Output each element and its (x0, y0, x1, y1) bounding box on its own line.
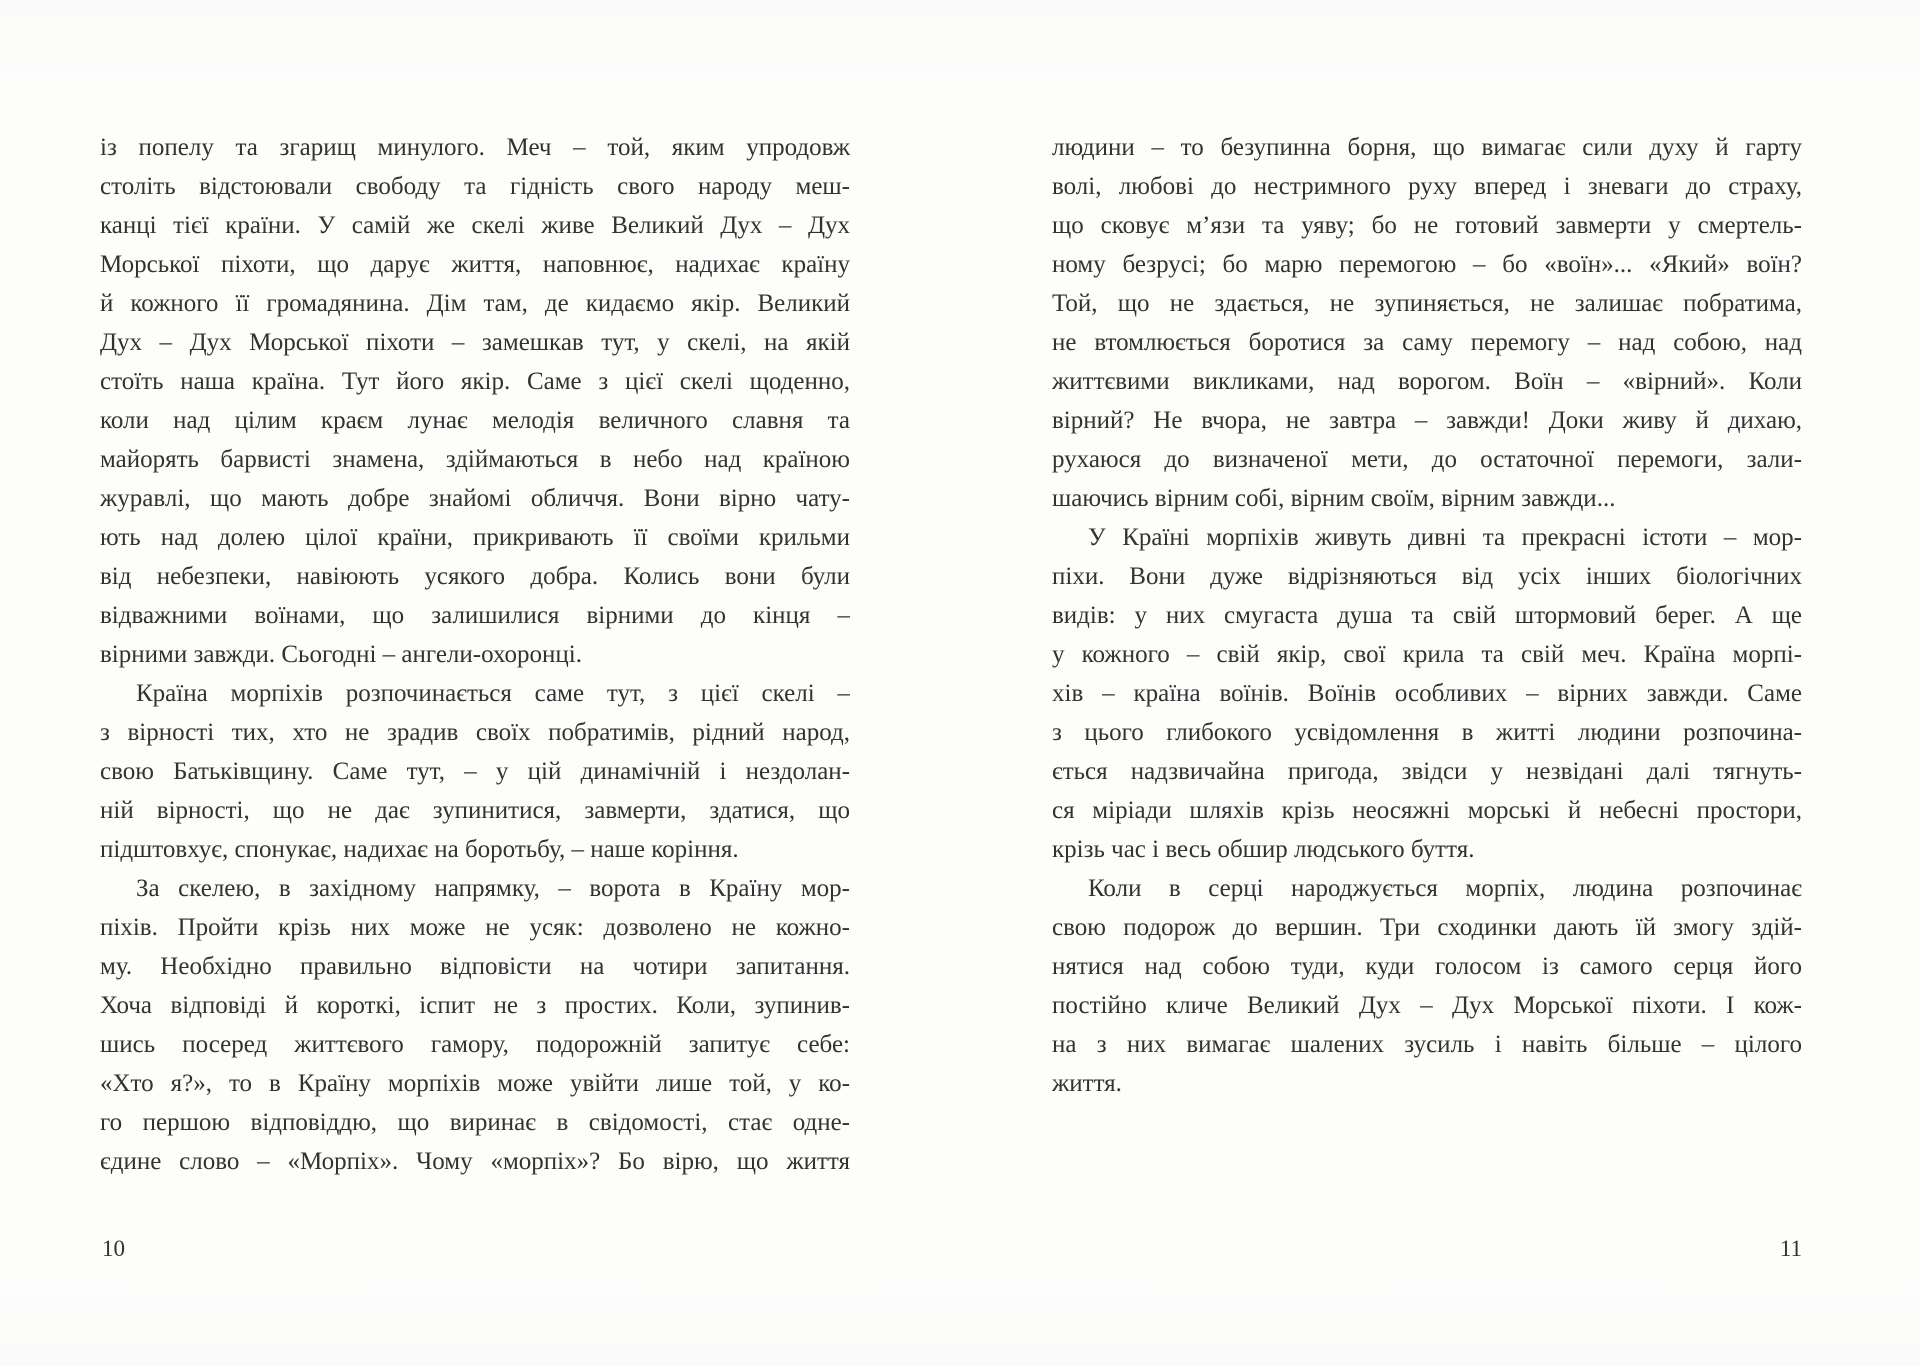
text-line: Хоча відповіді й короткі, іспит не з простих. Коли, зупинив- (100, 992, 850, 1019)
text-line: підштовхує, спонукає, надихає на боротьбу, – наше коріння. (100, 836, 739, 863)
text-line: свою подорож до вершин. Три сходинки дають їй змогу здій- (1052, 914, 1802, 941)
text-line: За скелею, в західному напрямку, – ворота в Країну мор- (136, 875, 850, 902)
text-line: не втомлюється боротися за саму перемогу – над собою, над (1052, 329, 1802, 356)
right-page-text-column (1052, 128, 1802, 1103)
text-line: вірними завжди. Сьогодні – ангели-охоронці. (100, 641, 582, 668)
text-line: від небезпеки, навіюють усякого добра. Колись вони були (100, 563, 850, 590)
text-line: що сковує м’язи та уяву; бо не готовий завмерти у смертель- (1052, 212, 1802, 239)
text-line: журавлі, що мають добре знайомі обличчя. Вони вірно чату- (100, 485, 850, 512)
text-line: Коли в серці народжується морпіх, людина розпочинає (1088, 875, 1802, 902)
text-line: на з них вимагає шалених зусиль і навіть більше – цілого (1052, 1031, 1802, 1058)
text-line: століть відстоювали свободу та гідність свого народу меш- (100, 173, 850, 200)
text-line: Країна морпіхів розпочинається саме тут, з цієї скелі – (136, 680, 850, 707)
text-line: вірний? Не вчора, не завтра – завжди! Доки живу й дихаю, (1052, 407, 1802, 434)
text-line: ють над долею цілої країни, прикривають її своїми крильми (100, 524, 850, 551)
text-line: відважними воїнами, що залишилися вірними до кінця – (100, 602, 850, 629)
text-line: го першою відповіддю, що виринає в свідомості, стає одне- (100, 1109, 850, 1136)
text-line: ся міріади шляхів крізь неосяжні морські й небесні простори, (1052, 797, 1802, 824)
text-line: з цього глибокого усвідомлення в житті людини розпочина- (1052, 719, 1802, 746)
text-line: крізь час і весь обшир людського буття. (1052, 836, 1475, 863)
text-line: У Країні морпіхів живуть дивні та прекрасні істоти – мор- (1088, 524, 1802, 551)
text-line: людини – то безупинна борня, що вимагає сили духу й гарту (1052, 134, 1802, 161)
text-line: життя. (1052, 1070, 1122, 1097)
text-line: волі, любові до нестримного руху вперед і зневаги до страху, (1052, 173, 1802, 200)
text-line: у кожного – свій якір, свої крила та свій меч. Країна морпі- (1052, 641, 1802, 668)
text-line: піхів. Пройти крізь них може не усяк: дозволено не кожно- (100, 914, 850, 941)
text-line: майорять барвисті знамена, здіймаються в небо над країною (100, 446, 850, 473)
left-page-number: 10 (102, 1236, 125, 1261)
text-line: видів: у них смугаста душа та свій штормовий берег. А ще (1052, 602, 1802, 629)
text-line: ній вірності, що не дає зупинитися, завмерти, здатися, що (100, 797, 850, 824)
text-line: канці тієї країни. У самій же скелі живе Великий Дух – Дух (100, 212, 850, 239)
text-line: «Хто я?», то в Країну морпіхів може увійти лише той, у ко- (100, 1070, 850, 1097)
text-line: коли над цілим краєм лунає мелодія величного славня та (100, 407, 850, 434)
text-line: стоїть наша країна. Тут його якір. Саме з цієї скелі щоденно, (100, 368, 850, 395)
text-line: свою Батьківщину. Саме тут, – у цій динамічній і нездолан- (100, 758, 850, 785)
left-page-text-column (100, 128, 850, 1181)
text-line: Той, що не здається, не зупиняється, не залишає побратима, (1052, 290, 1802, 317)
text-line: й кожного її громадянина. Дім там, де кидаємо якір. Великий (100, 290, 850, 317)
text-line: постійно кличе Великий Дух – Дух Морської піхоти. І кож- (1052, 992, 1802, 1019)
text-line: шаючись вірним собі, вірним своїм, вірним завжди... (1052, 485, 1616, 512)
text-line: му. Необхідно правильно відповісти на чотири запитання. (100, 953, 850, 980)
text-line: хів – країна воїнів. Воїнів особливих – вірних завжди. Саме (1052, 680, 1802, 707)
text-line: із попелу та згарищ минулого. Меч – той, яким упродовж (100, 134, 850, 161)
text-line: життєвими викликами, над ворогом. Воїн – «вірний». Коли (1052, 368, 1802, 395)
text-line: піхи. Вони дуже відрізняються від усіх інших біологічних (1052, 563, 1802, 590)
text-line: рухаюся до визначеної мети, до остаточної перемоги, зали- (1052, 446, 1802, 473)
text-line: ється надзвичайна пригода, звідси у незвідані далі тягнуть- (1052, 758, 1802, 785)
text-line: шись посеред життєвого гамору, подорожній запитує себе: (100, 1031, 850, 1058)
text-line: з вірності тих, хто не зрадив своїх побратимів, рідний народ, (100, 719, 850, 746)
right-page-number: 11 (1779, 1236, 1802, 1261)
text-line: Дух – Дух Морської піхоти – замешкав тут, у скелі, на якій (100, 329, 850, 356)
text-line: ному безрусі; бо марю перемогою – бо «воїн»... «Який» воїн? (1052, 251, 1802, 278)
text-line: Морської піхоти, що дарує життя, наповнює, надихає країну (100, 251, 850, 278)
text-line: нятися над собою туди, куди голосом із самого серця його (1052, 953, 1802, 980)
text-line: єдине слово – «Морпіх». Чому «морпіх»? Бо вірю, що життя (100, 1148, 850, 1175)
